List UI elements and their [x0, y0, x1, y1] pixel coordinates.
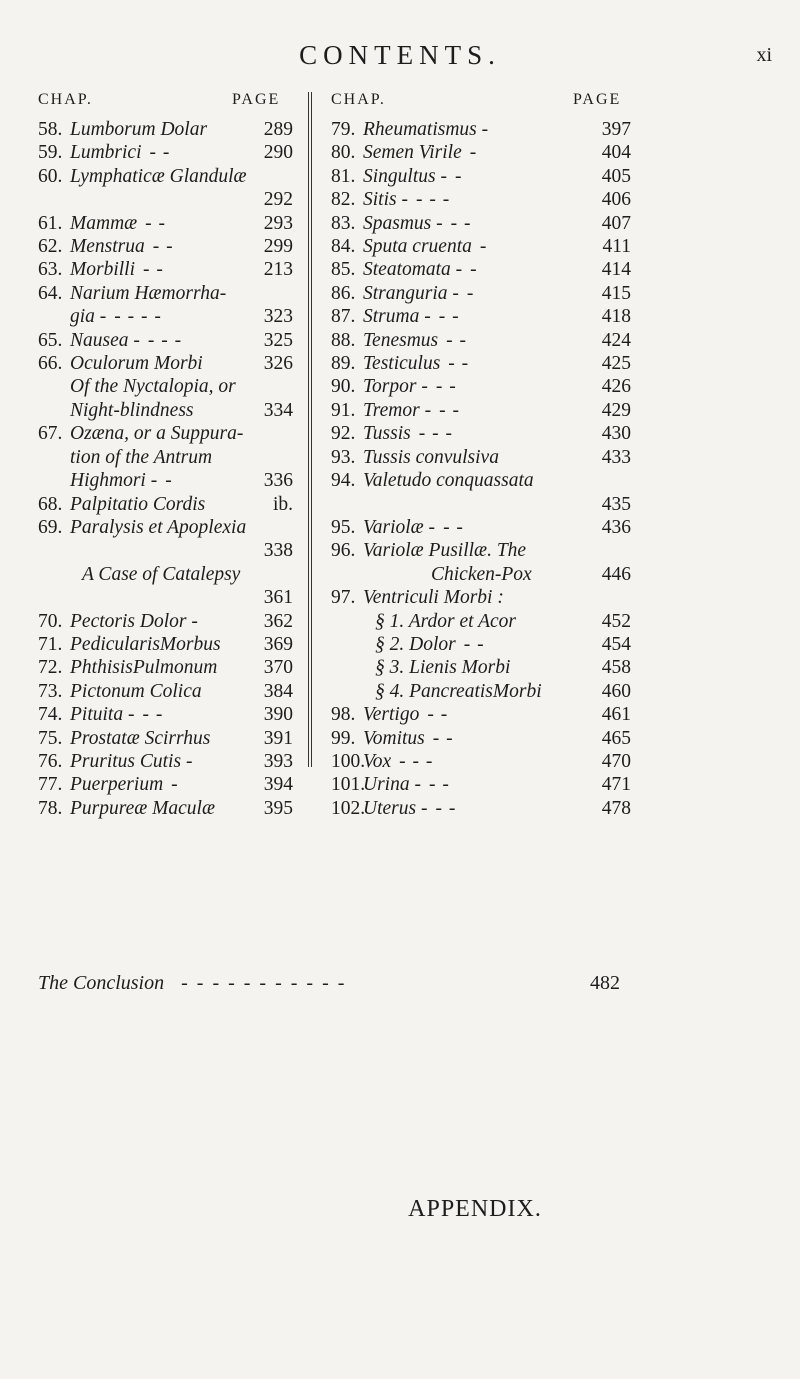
toc-entry — [331, 212, 631, 235]
toc-entry — [331, 305, 631, 328]
page-ref: 336 — [263, 470, 293, 492]
page-ref: 393 — [263, 750, 293, 772]
toc-entry — [38, 258, 293, 281]
toc-entry — [38, 469, 293, 492]
chapter-title: Singultus - — [363, 165, 447, 187]
page-ref: 436 — [601, 516, 631, 538]
column-divider — [308, 92, 312, 767]
page-ref: 433 — [601, 446, 631, 468]
toc-entry — [331, 680, 631, 703]
chapter-title: Valetudo conquassata — [363, 470, 534, 492]
toc-entry — [331, 633, 631, 656]
page-ref: 414 — [601, 259, 631, 281]
chapter-title: Nausea - — [70, 329, 140, 351]
page-ref: 424 — [601, 329, 631, 351]
chapter-title: Night-blindness — [70, 399, 194, 421]
toc-entry — [38, 188, 293, 211]
page-ref: 478 — [601, 797, 631, 819]
leader-dashes: - - — [435, 797, 457, 819]
chapter-title: § 3. Lienis Morbi — [375, 657, 511, 679]
toc-entry — [38, 563, 293, 586]
chapter-number: 88. — [331, 329, 356, 351]
chapter-title: Lumbrici — [70, 142, 142, 164]
page-ref: 397 — [601, 119, 631, 140]
chapter-number: 80. — [331, 142, 356, 164]
chapter-title: Ventriculi Morbi : — [363, 587, 504, 609]
toc-entry — [38, 586, 293, 609]
chapter-title: Palpitatio Cordis — [70, 493, 206, 515]
leader-dashes: - - - — [399, 750, 434, 772]
chapter-title: Of the Nyctalopia, or — [70, 376, 236, 398]
page-ref: 323 — [263, 306, 293, 328]
toc-entry — [331, 329, 631, 352]
page-ref: 213 — [263, 259, 293, 281]
toc-entry — [331, 282, 631, 305]
toc-entry — [331, 610, 631, 633]
page-ref: 395 — [263, 797, 293, 819]
page-ref: 435 — [601, 493, 631, 515]
chapter-title: Struma - — [363, 306, 431, 328]
toc-entry — [331, 773, 631, 796]
toc-entry — [331, 141, 631, 164]
chapter-number: 89. — [331, 353, 356, 375]
page-ref: 471 — [601, 774, 631, 796]
chapter-title: Ozæna, or a Suppura- — [70, 423, 244, 445]
chapter-title: Variolæ Pusillæ. The — [363, 540, 527, 562]
chapter-title: Purpureæ Maculæ — [70, 797, 215, 819]
page-ref: 370 — [263, 657, 293, 679]
leader-dashes: - - — [428, 774, 450, 796]
toc-entry — [38, 680, 293, 703]
chapter-title: Testiculus — [363, 353, 441, 375]
leader-dashes: - - - — [418, 423, 453, 445]
page-ref: 470 — [601, 750, 631, 772]
chapter-number: 64. — [38, 282, 63, 304]
leader-dashes: - — [469, 142, 478, 164]
leader-dashes: - - — [446, 329, 467, 351]
chapter-title: Mammæ — [70, 212, 138, 234]
chapter-title: Pituita - — [70, 704, 135, 726]
page-ref: 289 — [263, 119, 293, 140]
page-ref: 293 — [263, 212, 293, 234]
chapter-title: Pruritus Cutis - — [70, 750, 193, 772]
chapter-number: 100. — [331, 750, 366, 772]
page-ref: 418 — [601, 306, 631, 328]
toc-entry — [38, 235, 293, 258]
leader-dashes: - — [165, 470, 173, 492]
chapter-title: Narium Hæmorrha- — [70, 282, 227, 304]
leader-dashes: - - — [152, 236, 174, 258]
chapter-title: tion of the Antrum — [70, 446, 213, 468]
chapter-number: 59. — [38, 142, 63, 164]
chapter-number: 78. — [38, 797, 63, 819]
chapter-number: 61. — [38, 212, 63, 234]
page-ref: 429 — [601, 399, 631, 421]
chapter-title: Menstrua — [70, 236, 145, 258]
toc-entry — [38, 656, 293, 679]
page-header — [0, 40, 800, 71]
toc-entry — [38, 141, 293, 164]
chapter-title: Tenesmus — [363, 329, 439, 351]
chapter-title: Stranguria - — [363, 282, 459, 304]
page-ref: 460 — [601, 680, 631, 702]
toc-entry — [38, 375, 293, 398]
page-ref: 369 — [263, 633, 293, 655]
chapter-number: 98. — [331, 704, 356, 726]
chapter-number: 71. — [38, 633, 63, 655]
toc-entry — [331, 165, 631, 188]
page-ref: 446 — [601, 563, 631, 585]
left-chap-label: CHAP. — [38, 91, 93, 108]
chapter-title: PhthisisPulmonum — [70, 657, 218, 679]
conclusion-entry — [38, 972, 620, 995]
page-ref: 465 — [601, 727, 631, 749]
chapter-title: Vomitus — [363, 727, 425, 749]
chapter-title: Tussis convulsiva — [363, 446, 499, 468]
conclusion-title: The Conclusion — [38, 972, 165, 994]
toc-entry — [331, 516, 631, 539]
chapter-number: 60. — [38, 165, 63, 187]
page-ref: 361 — [263, 587, 293, 609]
chapter-number: 97. — [331, 587, 356, 609]
toc-entry — [331, 446, 631, 469]
chapter-number: 75. — [38, 727, 63, 749]
leader-dashes: - - - — [415, 189, 451, 211]
toc-entry — [331, 258, 631, 281]
chapter-title: Morbilli — [70, 259, 136, 281]
chapter-number: 102. — [331, 797, 366, 819]
page-ref: 407 — [601, 212, 631, 234]
page-ref: 454 — [601, 633, 631, 655]
toc-entry — [331, 539, 631, 562]
chapter-title: Puerperium — [70, 774, 164, 796]
chapter-number: 99. — [331, 727, 356, 749]
leader-dashes: - — [470, 259, 478, 281]
toc-entry — [38, 118, 293, 141]
chapter-number: 68. — [38, 493, 63, 515]
leader-dashes: - — [454, 165, 463, 187]
chapter-number: 69. — [38, 516, 63, 538]
chapter-title: Paralysis et Apoplexia — [70, 516, 247, 538]
leader-dashes: - - — [145, 212, 167, 234]
chapter-title: § 4. PancreatisMorbi — [375, 680, 542, 702]
chapter-title: Sputa cruenta — [363, 236, 472, 258]
toc-entry — [331, 750, 631, 773]
chapter-title: Variolæ - — [363, 516, 436, 538]
page-ref: 430 — [601, 423, 631, 445]
chapter-number: 66. — [38, 353, 63, 375]
leader-dashes: - - — [149, 142, 171, 164]
chapter-number: 93. — [331, 446, 356, 468]
page-ref: 411 — [602, 236, 631, 258]
page-ref: 292 — [263, 189, 293, 211]
chapter-title: Pictonum Colica — [70, 680, 202, 702]
chapter-title: Highmori - — [70, 470, 158, 492]
chapter-number: 79. — [331, 119, 356, 140]
toc-entry — [331, 469, 631, 492]
right-column — [331, 118, 631, 820]
leader-dashes: - — [479, 236, 488, 258]
chapter-number: 73. — [38, 680, 63, 702]
page-ref: 299 — [263, 236, 293, 258]
chapter-title: Spasmus - — [363, 212, 443, 234]
toc-entry — [38, 539, 293, 562]
chapter-number: 72. — [38, 657, 63, 679]
chapter-number: 58. — [38, 119, 63, 140]
toc-entry — [331, 375, 631, 398]
chapter-number: 94. — [331, 470, 356, 492]
chapter-number: 92. — [331, 423, 356, 445]
toc-entry — [38, 282, 293, 305]
page-ref: ib. — [272, 493, 293, 515]
leader-dashes: - - - - — [114, 306, 162, 328]
chapter-number: 70. — [38, 610, 63, 632]
toc-entry — [38, 446, 293, 469]
leader-dashes: - - — [443, 516, 464, 538]
chapter-number: 95. — [331, 516, 356, 538]
toc-entry — [38, 727, 293, 750]
conclusion-page: 482 — [590, 972, 620, 994]
leader-dashes: - - — [438, 306, 460, 328]
toc-entry — [38, 773, 293, 796]
page-title: CONTENTS. — [299, 40, 501, 70]
toc-entry — [38, 165, 293, 188]
page-ref: 415 — [601, 282, 631, 304]
toc-entry — [38, 212, 293, 235]
chapter-number: 74. — [38, 704, 63, 726]
leader-dashes: - - — [448, 353, 470, 375]
toc-entry — [331, 563, 631, 586]
toc-entry — [331, 118, 631, 141]
page-ref: 334 — [263, 399, 293, 421]
right-chap-label: CHAP. — [331, 91, 386, 108]
chapter-title: Vertigo — [363, 704, 420, 726]
page-ref: 338 — [263, 540, 293, 562]
toc-entry — [331, 703, 631, 726]
toc-entry — [38, 610, 293, 633]
chapter-number: 86. — [331, 282, 356, 304]
page-ref: 384 — [263, 680, 293, 702]
chapter-number: 91. — [331, 399, 356, 421]
toc-entry — [38, 329, 293, 352]
chapter-title: Rheumatismus - — [363, 119, 489, 140]
leader-dashes: - - — [427, 704, 449, 726]
chapter-number: 96. — [331, 540, 356, 562]
page-ref: 404 — [601, 142, 631, 164]
page-ref: 325 — [263, 329, 293, 351]
chapter-title: Vox — [363, 750, 392, 772]
chapter-title: Tussis — [363, 423, 411, 445]
page-number: xi — [756, 44, 772, 66]
page-ref: 290 — [263, 142, 293, 164]
chapter-title: Prostatæ Scirrhus — [70, 727, 211, 749]
page-ref: 406 — [601, 189, 631, 211]
toc-entry — [38, 305, 293, 328]
leader-dashes: - - — [439, 399, 460, 421]
chapter-title: gia - — [70, 306, 107, 328]
toc-entry — [331, 352, 631, 375]
page-ref: 362 — [263, 610, 293, 632]
page-ref: 326 — [263, 353, 293, 375]
toc-entry — [331, 727, 631, 750]
page-ref: 405 — [601, 165, 631, 187]
toc-entry — [331, 188, 631, 211]
toc-entry — [38, 352, 293, 375]
toc-entry — [38, 516, 293, 539]
chapter-number: 90. — [331, 376, 356, 398]
toc-entry — [38, 493, 293, 516]
toc-entry — [331, 493, 631, 516]
chapter-title: Semen Virile — [363, 142, 462, 164]
toc-entry — [331, 586, 631, 609]
chapter-title: Steatomata - — [363, 259, 463, 281]
chapter-number: 87. — [331, 306, 356, 328]
page-ref: 458 — [601, 657, 631, 679]
chapter-title: § 1. Ardor et Acor — [375, 610, 517, 632]
chapter-title: Chicken-Pox — [431, 563, 532, 585]
page-ref: 425 — [601, 353, 631, 375]
chapter-title: § 2. Dolor — [375, 633, 456, 655]
chapter-title: Tremor - — [363, 399, 432, 421]
toc-entry — [38, 703, 293, 726]
leader-dashes: - - - — [147, 329, 183, 351]
leader-dashes: - - — [143, 259, 164, 281]
page-ref: 390 — [263, 704, 293, 726]
leader-dashes: - — [466, 282, 475, 304]
toc-entry — [38, 633, 293, 656]
toc-entry — [331, 422, 631, 445]
leader-dashes: - - — [432, 727, 454, 749]
leader-dashes: - - — [463, 633, 485, 655]
left-column — [38, 118, 293, 820]
chapter-number: 84. — [331, 236, 356, 258]
toc-entry — [38, 797, 293, 820]
chapter-number: 85. — [331, 259, 356, 281]
chapter-title: Sitis - — [363, 189, 408, 211]
toc-entry — [38, 422, 293, 445]
chapter-title: Uterus - — [363, 797, 428, 819]
chapter-number: 62. — [38, 236, 63, 258]
chapter-number: 101. — [331, 774, 366, 796]
chapter-title: Lymphaticæ Glandulæ — [70, 165, 247, 187]
leader-dashes: - - — [435, 376, 457, 398]
page-ref: 391 — [263, 727, 293, 749]
right-page-label: PAGE — [573, 91, 622, 108]
chapter-title: Torpor - — [363, 376, 428, 398]
chapter-number: 81. — [331, 165, 356, 187]
chapter-title: PedicularisMorbus — [70, 633, 221, 655]
page-ref: 461 — [601, 704, 631, 726]
toc-entry — [331, 235, 631, 258]
leader-dashes: - - — [142, 704, 164, 726]
chapter-number: 76. — [38, 750, 63, 772]
toc-entry — [38, 750, 293, 773]
toc-entry — [331, 399, 631, 422]
chapter-title: Lumborum Dolar — [70, 119, 208, 140]
chapter-number: 82. — [331, 189, 356, 211]
appendix-heading: APPENDIX. — [408, 1196, 542, 1222]
chapter-title: Oculorum Morbi — [70, 353, 203, 375]
chapter-number: 63. — [38, 259, 63, 281]
conclusion-dashes: - - - - - - - - - - - — [181, 972, 347, 994]
toc-entry — [38, 399, 293, 422]
chapter-title: Pectoris Dolor - — [70, 610, 198, 632]
chapter-title: Urina - — [363, 774, 421, 796]
leader-dashes: - — [171, 774, 179, 796]
chapter-number: 77. — [38, 774, 63, 796]
chapter-number: 67. — [38, 423, 63, 445]
page-ref: 426 — [601, 376, 631, 398]
chapter-number: 83. — [331, 212, 356, 234]
page-ref: 394 — [263, 774, 293, 796]
left-page-label: PAGE — [232, 91, 281, 108]
leader-dashes: - - — [450, 212, 472, 234]
chapter-number: 65. — [38, 329, 63, 351]
page-ref: 452 — [601, 610, 631, 632]
chapter-title: A Case of Catalepsy — [82, 563, 241, 585]
toc-entry — [331, 656, 631, 679]
toc-entry — [331, 797, 631, 820]
